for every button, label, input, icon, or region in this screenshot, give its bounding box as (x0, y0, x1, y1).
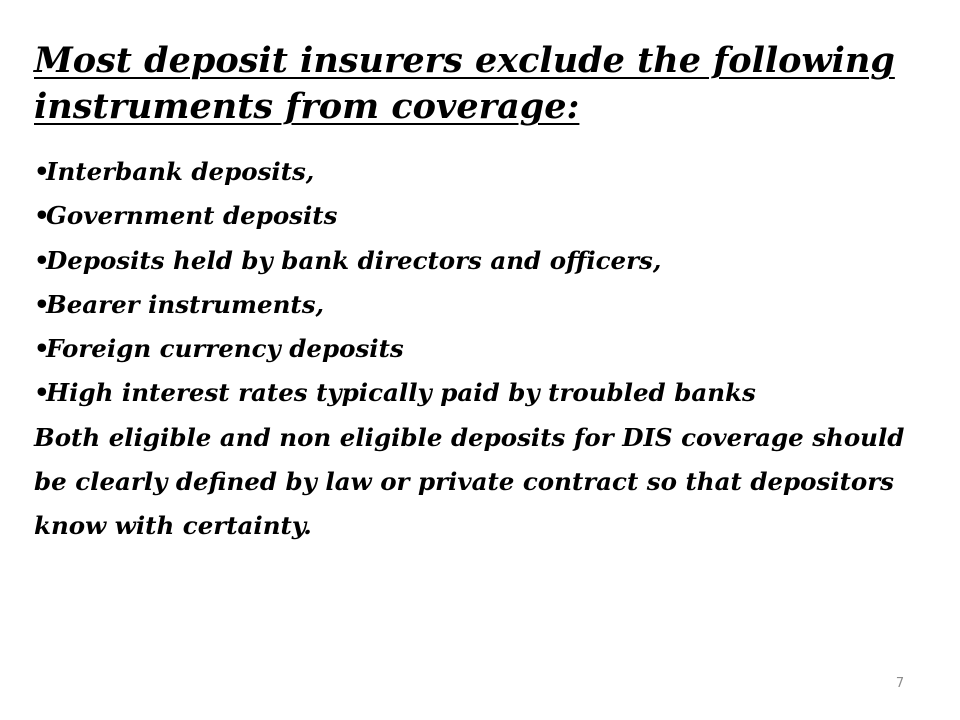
page-number: 7 (895, 676, 905, 691)
list-item (34, 239, 934, 283)
bullet-icon: • (34, 289, 50, 319)
list-item (34, 327, 934, 371)
list-item (34, 150, 934, 194)
exclusion-list (34, 150, 934, 416)
slide-heading: Most deposit insurers exclude the following instruments from coverage: (34, 40, 895, 127)
bullet-icon: • (34, 378, 50, 408)
list-item-text: High interest rates typically paid by troubled banks (46, 378, 756, 408)
list-item (34, 194, 934, 238)
list-item (34, 283, 934, 327)
bullet-icon: • (34, 334, 50, 364)
bullet-icon: • (34, 157, 50, 186)
list-item-text: Deposits held by bank directors and officers, (46, 245, 662, 275)
list-item-text: Interbank deposits, (46, 157, 315, 186)
list-item-text: Bearer instruments, (46, 289, 325, 319)
slide-body (34, 150, 934, 549)
bullet-icon: • (34, 245, 50, 275)
coverage-paragraph: Both eligible and non eligible deposits for DIS coverage should be clearly defined by law or private contract so that depositors know with certainty. (34, 422, 905, 541)
list-item-text: Government deposits (46, 201, 338, 231)
list-item (34, 371, 934, 415)
bullet-icon: • (34, 201, 50, 231)
list-item-text: Foreign currency deposits (46, 334, 404, 364)
